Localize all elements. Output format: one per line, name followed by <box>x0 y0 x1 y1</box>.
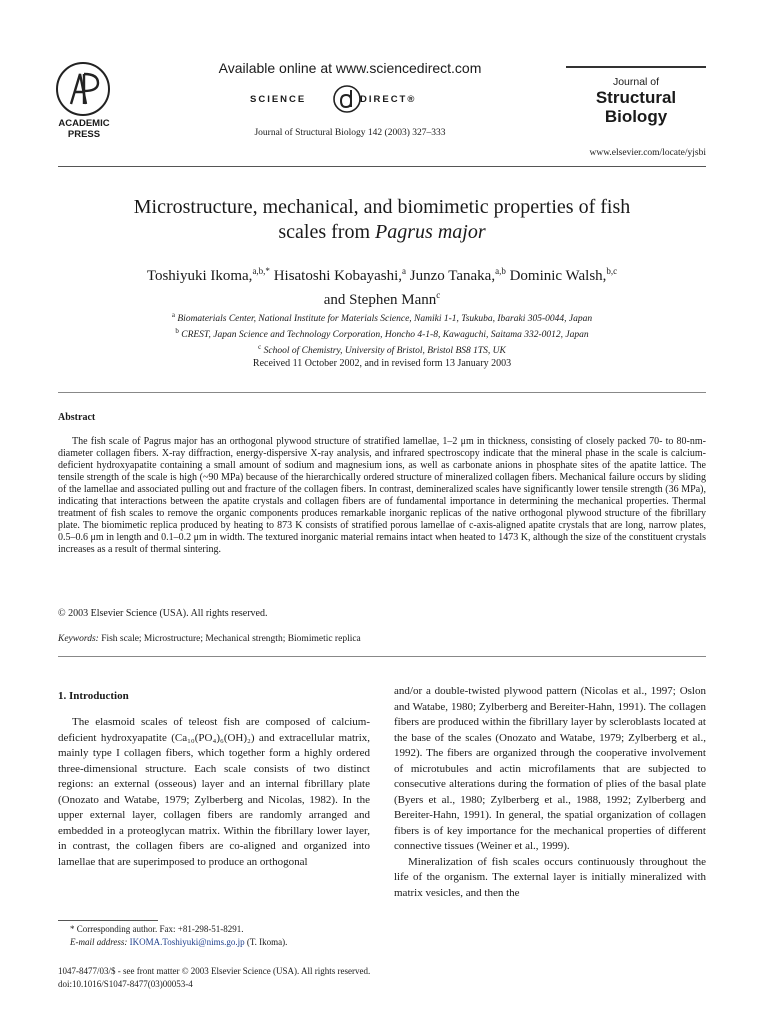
keywords-divider <box>58 656 706 657</box>
sciencedirect-left-text: SCIENCE <box>250 94 307 105</box>
journal-logo-line-3: Biology <box>604 107 668 126</box>
section-heading-introduction: 1. Introduction <box>58 690 129 702</box>
journal-logo-line-2: Structural <box>595 88 677 107</box>
affiliation-mark: a <box>171 311 175 319</box>
authors-line-1 <box>58 262 706 286</box>
corresponding-author-footnote: * Corresponding author. Fax: +81-298-51-8291. <box>70 924 244 934</box>
affiliation-item <box>58 341 706 357</box>
sciencedirect-right-text: DIRECT® <box>360 94 417 105</box>
email-suffix: (T. Ikoma). <box>244 937 288 947</box>
journal-url-link[interactable]: www.elsevier.com/locate/yjsbi <box>589 148 706 158</box>
publisher-line-1: ACADEMIC <box>58 118 110 129</box>
affiliation-text: CREST, Japan Science and Technology Corporation, Honcho 4-1-8, Kawaguchi, Saitama 332-0012, Japan <box>178 330 589 341</box>
author: and Stephen Mann <box>323 292 437 308</box>
affiliation-item <box>58 309 706 325</box>
affiliation-item <box>58 325 706 341</box>
available-online-text: Available online at www.sciencedirect.com <box>218 60 482 76</box>
journal-logo-line-1: Journal of <box>612 76 660 88</box>
doi-text: doi:10.1016/S1047-8477(03)00053-4 <box>58 979 193 989</box>
author-affiliation-mark: a <box>402 266 407 276</box>
title-species: Pagrus major <box>375 221 486 243</box>
author: Junzo Tanaka, <box>406 268 496 284</box>
publisher-name <box>40 118 128 140</box>
journal-citation: Journal of Structural Biology 142 (2003) 327–333 <box>254 128 446 138</box>
keywords-label: Keywords: <box>58 634 99 644</box>
keywords <box>58 634 706 644</box>
author-affiliation-mark: b,c <box>606 266 618 276</box>
authors-line-2 <box>58 286 706 310</box>
ap-monogram-icon <box>54 60 112 118</box>
title-line-1: Microstructure, mechanical, and biomimetic properties of fish <box>133 196 631 218</box>
email-label: E-mail address: <box>70 937 130 947</box>
affiliation-text: School of Chemistry, University of Bristol, Bristol BS8 1TS, UK <box>261 346 506 357</box>
sciencedirect-d-icon <box>332 84 362 114</box>
body-paragraph: The elasmoid scales of teleost fish are composed of calcium-deficient hydroxyapatite (Ca₁₀(PO₄)₆(OH)₂) and extracellular matrix, mainly type I collagen fibers, which together form a highly ordered three-dimensional structure. Each scale consists of two distinct regions: an external (osseous) layer and an internal fibrillary plate (Onozato and Watabe, 1979; Zylberberg and Nicolas, 1982). In the upper external layer, collagen fibers are randomly arranged and embedded in a proteoglycan matrix. Within the fibrillary lower layer, in contrast, the collagen fibers are co-aligned and organized into lamellae that are superimposed to produce an orthogonal <box>58 716 370 868</box>
received-dates: Received 11 October 2002, and in revised form 13 January 2003 <box>252 358 512 369</box>
abstract-paragraph: The fish scale of Pagrus major has an orthogonal plywood structure of stratified lamellae, 1–2 μm in thickness, consisting of closely packed 70- to 80-nm-diameter collagen fibers. X-ray diffraction, energy-dispersive X-ray analysis, and infrared spectroscopy indicate that the mineral phase in the scale is calcium-deficient hydroxyapatite containing a small amount of sodium and magnesium ions, as well as carbonate anions in phosphate sites of the apatite lattice. The tensile strength of the scale is high (~90 MPa) because of the hierarchically ordered structure of mineralized collagen fibers. Mechanical failure occurs by sliding of the lamellae and associated pulling out and fracture of the collagen fibers. In contrast, demineralized scales have significantly lower tensile strength (36 MPa), indicating that interactions between the apatite crystals and collagen fibers are of fundamental importance in determining the mechanical properties. Thermal treatment of fish scales to remove the organic components produces remarkable inorganic replicas of the native orthogonal plywood structure of the fibrillary plate. The biomimetic replica produced by heating to 873 K consists of stratified porous lamellae of c-axis-aligned apatite crystals that are long, narrow plates, 0.5–0.6 μm in length and 0.1–0.2 μm in width. The textured inorganic material remains intact when heated to 1473 K, although the size of the constituent crystals increases as a result of thermal sintering. <box>58 436 706 555</box>
abstract-body <box>58 436 706 556</box>
affiliation-mark: b <box>175 327 179 336</box>
author-affiliation-mark: c <box>436 290 441 300</box>
sciencedirect-logo <box>250 84 450 118</box>
affiliation-mark: c <box>258 343 262 352</box>
journal-logo <box>566 66 706 130</box>
title-line-2-text: scales from <box>278 221 376 243</box>
copyright-notice: © 2003 Elsevier Science (USA). All rights reserved. <box>58 608 268 619</box>
affiliation-text: Biomaterials Center, National Institute for Materials Science, Namiki 1-1, Tsukuba, Ibaraki 305-0044, Japan <box>175 314 593 325</box>
abstract-heading: Abstract <box>58 412 96 423</box>
author: Toshiyuki Ikoma, <box>146 268 253 284</box>
email-footnote <box>70 937 370 947</box>
header-divider <box>58 166 706 167</box>
author-list <box>58 262 706 310</box>
author: Hisatoshi Kobayashi, <box>269 268 403 284</box>
body-paragraph: Mineralization of fish scales occurs continuously throughout the life of the organism. The external layer is initially mineralized with matrix vesicles, and then the <box>394 855 706 899</box>
affiliations <box>58 309 706 357</box>
footnote-divider <box>58 920 158 921</box>
issn-front-matter: 1047-8477/03/$ - see front matter © 2003 Elsevier Science (USA). All rights reserved. <box>58 966 371 976</box>
body-column-left <box>58 715 370 870</box>
article-title <box>58 195 706 245</box>
author-affiliation-mark: a,b <box>495 266 506 276</box>
author: Dominic Walsh, <box>505 268 607 284</box>
title-line-2 <box>58 220 706 245</box>
email-link[interactable]: IKOMA.Toshiyuki@nims.go.jp <box>129 937 245 947</box>
author-affiliation-mark: a,b,* <box>252 266 270 276</box>
abstract-divider <box>58 392 706 393</box>
publisher-line-2: PRESS <box>67 129 101 140</box>
body-column-right <box>394 684 706 901</box>
keywords-list: Fish scale; Microstructure; Mechanical strength; Biomimetic replica <box>101 634 361 644</box>
body-paragraph: and/or a double-twisted plywood pattern (Nicolas et al., 1997; Oslon and Watabe, 1980; Zylberberg and Bereiter-Hahn, 1991). The collagen fibers are produced within the fibrillary layer by scleroblasts located at the base of the scales (Onozato and Watabe, 1979; Zylberberg et al., 1992). The fibers are organized through the cooperative involvement of microtubules and actin microfilaments that are subjected to consecutive alterations during the formation of plies of the basal plate (Byers et al., 1980; Zylberberg et al., 1988, 1992; Zylberberg and Bereiter-Hahn, 1991). In general, the spatial organization of collagen fibers is of key importance for the mechanical properties of different connective tissues (Weiner et al., 1999). <box>394 685 706 852</box>
